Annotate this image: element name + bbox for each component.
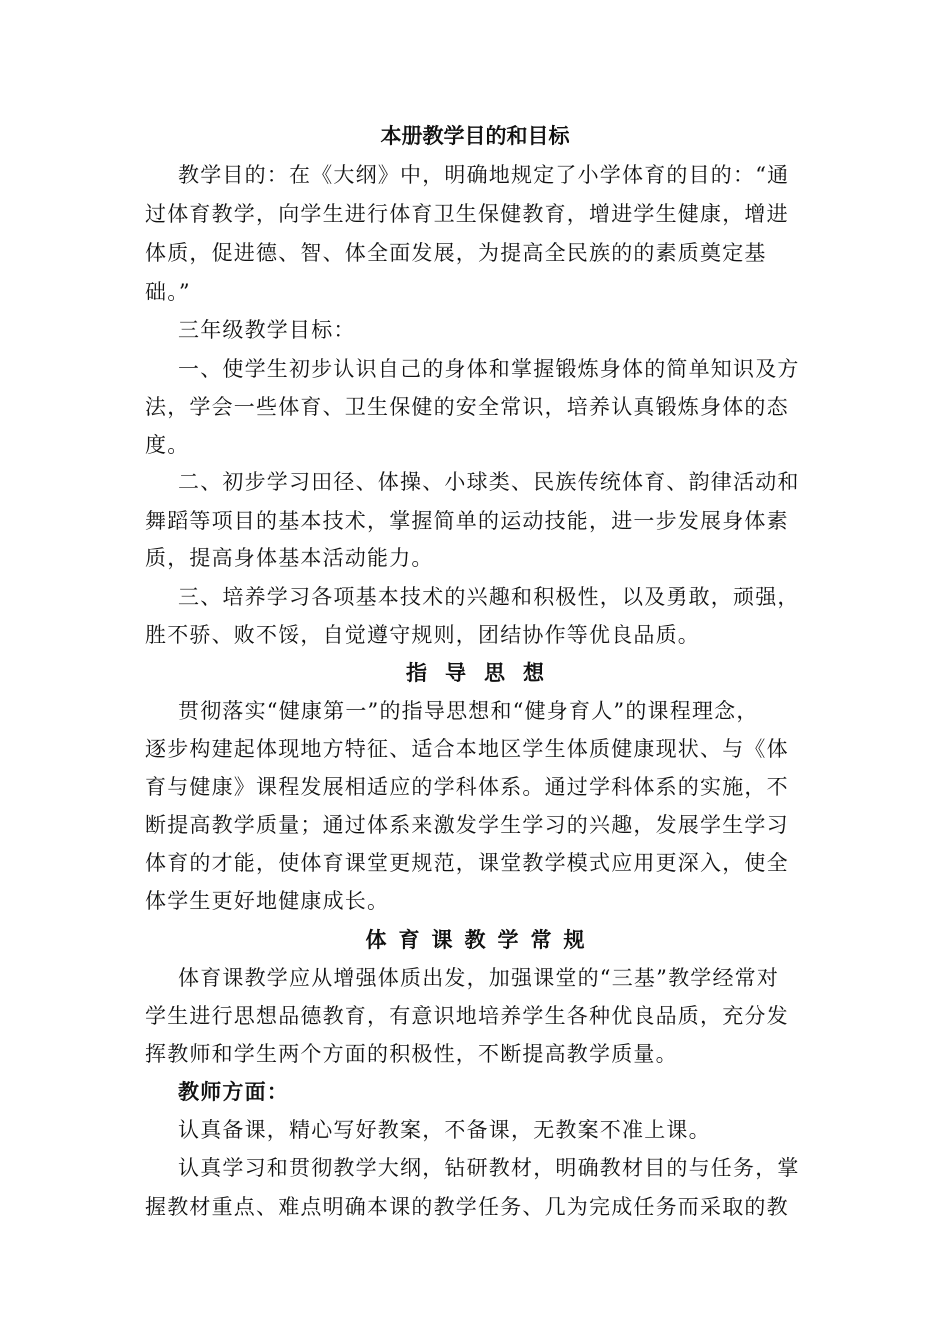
- paragraph-line: 逐步构建起体现地方特征、适合本地区学生体质健康现状、与《体: [145, 737, 789, 761]
- paragraph-line: 学生进行思想品德教育，有意识地培养学生各种优良品质，充分发: [145, 1004, 789, 1028]
- paragraph-line: 二、初步学习田径、体操、小球类、民族传统体育、韵律活动和: [178, 470, 800, 494]
- paragraph-line: 体育课教学应从增强体质出发，加强课堂的“三基”教学经常对: [178, 966, 780, 990]
- paragraph-line: 认真学习和贯彻教学大纲，钻研教材，明确教材目的与任务，掌: [178, 1156, 800, 1180]
- paragraph-line: 握教材重点、难点明确本课的教学任务、几为完成任务而采取的教: [145, 1195, 789, 1219]
- section-title-pe-class-routine: 体育课教学常规: [365, 927, 597, 952]
- paragraph-line: 础。”: [145, 280, 191, 304]
- paragraph-line: 体质，促进德、智、体全面发展，为提高全民族的的素质奠定基: [145, 241, 767, 265]
- paragraph-line: 体学生更好地健康成长。: [145, 889, 390, 913]
- paragraph-line: 度。: [145, 433, 190, 457]
- paragraph-line: 育与健康》课程发展相适应的学科体系。通过学科体系的实施，不: [145, 775, 789, 799]
- paragraph-line: 舞蹈等项目的基本技术，掌握简单的运动技能，进一步发展身体素: [145, 509, 789, 533]
- paragraph-line: 过体育教学，向学生进行体育卫生保健教育，增进学生健康，增进: [145, 202, 789, 226]
- paragraph-line: 一、使学生初步认识自己的身体和掌握锻炼身体的简单知识及方: [178, 357, 800, 381]
- subheading-teacher: 教师方面：: [178, 1079, 289, 1104]
- section-title-guiding-thought: 指导思想: [406, 660, 562, 685]
- paragraph-line: 挥教师和学生两个方面的积极性，不断提高教学质量。: [145, 1042, 678, 1066]
- paragraph-line: 体育的才能，使体育课堂更规范，课堂教学模式应用更深入，使全: [145, 851, 789, 875]
- paragraph-line: 胜不骄、败不馁，自觉遵守规则，团结协作等优良品质。: [145, 623, 700, 647]
- paragraph-line: 三年级教学目标：: [178, 318, 356, 342]
- paragraph-line: 贯彻落实“健康第一”的指导思想和“健身育人”的课程理念，: [178, 699, 759, 723]
- paragraph-line: 法，学会一些体育、卫生保健的安全常识，培养认真锻炼身体的态: [145, 395, 789, 419]
- paragraph-line: 三、培养学习各项基本技术的兴趣和积极性，以及勇敢，顽强，: [178, 585, 800, 609]
- paragraph-line: 认真备课，精心写好教案，不备课，无教案不准上课。: [178, 1118, 711, 1142]
- paragraph-line: 教学目的：在《大纲》中，明确地规定了小学体育的目的：“通: [178, 163, 790, 187]
- paragraph-line: 质，提高身体基本活动能力。: [145, 546, 434, 570]
- section-title-teaching-goals: 本册教学目的和目标: [380, 123, 570, 148]
- paragraph-line: 断提高教学质量；通过体系来激发学生学习的兴趣，发展学生学习: [145, 813, 789, 837]
